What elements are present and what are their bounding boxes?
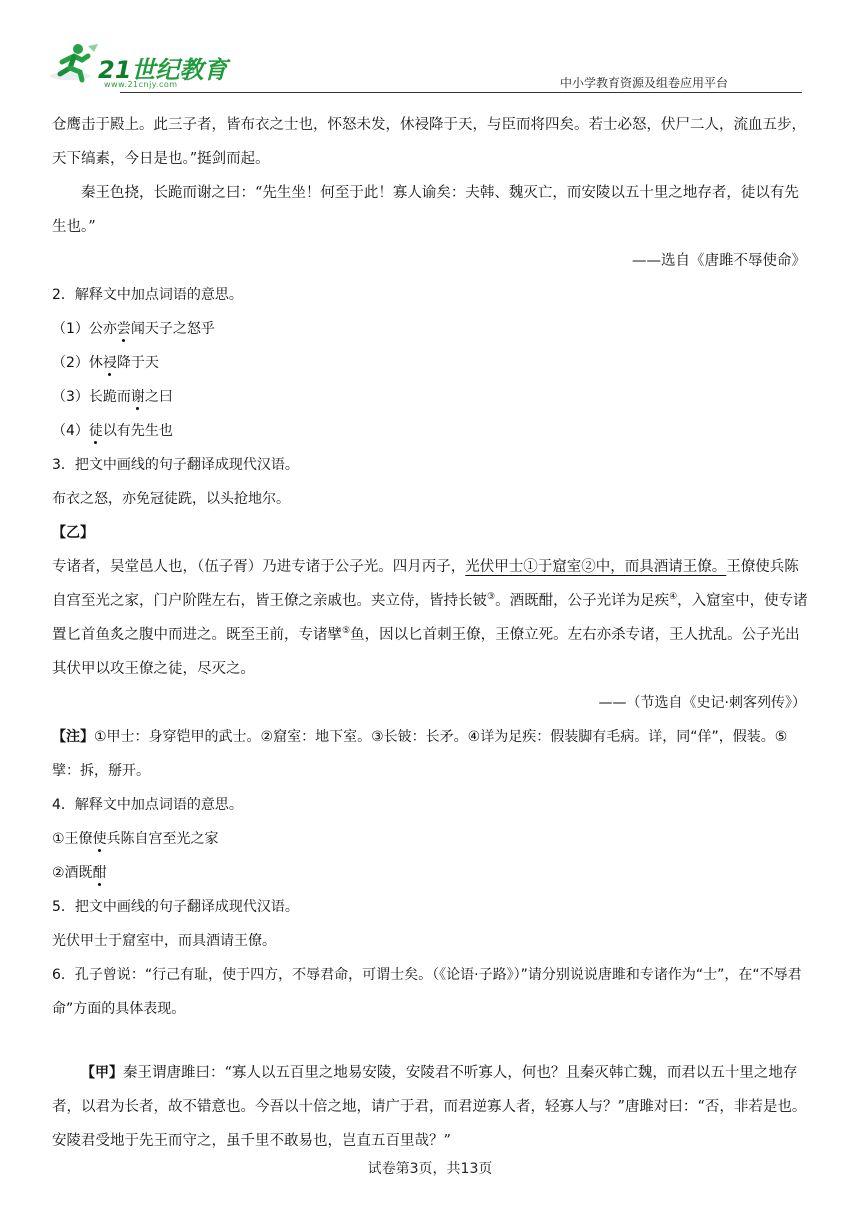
yi-notes: 【注】①甲士：身穿铠甲的武士。②窟室：地下室。③长铍：长矛。④详为足疾：假装脚有毛病。详，同“佯”，假装。⑤擘：拆，掰开。 (52, 729, 788, 779)
q2-item-2: （2）休祲降于天 (52, 355, 159, 371)
runner-logo-icon (48, 42, 100, 86)
yi-passage: 专诸者，吴堂邑人也，（伍子胥）乃进专诸于公子光。四月丙子，光伏甲士①于窟室②中，而具酒请王僚。王僚使兵陈自宫至光之家，门户阶陛左右，皆王僚之亲戚也。夹立侍，皆持长铍③。酒既酣，公子光详为足疾④，入窟室中，使专诸置匕首鱼炙之腹中而进之。既至王前，专诸擘⑤鱼，因以匕首刺王僚，王僚立死。左右亦杀专诸，王人扰乱。公子光出其伏甲以攻王僚之徒，尽灭之。 (52, 559, 808, 677)
q2-item-1: （1）公亦尝闻天子之怒乎 (52, 321, 215, 337)
dotted-word: 尝 (116, 321, 131, 337)
q3-stem: 3．把文中画线的句子翻译成现代汉语。 (52, 457, 299, 473)
q2-item-4: （4）徒以有先生也 (52, 423, 173, 439)
yi-label: 【乙】 (52, 525, 94, 541)
q5-stem: 5．把文中画线的句子翻译成现代汉语。 (52, 899, 299, 915)
jia-passage: 【甲】秦王谓唐雎曰：“寡人以五百里之地易安陵，安陵君不听寡人，何也？且秦灭韩亡魏，而君以五十里之地存者，以君为长者，故不错意也。今吾以十倍之地，请广于君，而君逆寡人者，轻寡人与？”唐雎对曰：“否，非若是也。安陵君受地于先王而守之，虽千里不敢易也，岂直五百里哉？” (52, 1065, 807, 1149)
q2-item-3: （3）长跪而谢之曰 (52, 389, 173, 405)
platform-name: 中小学教育资源及组卷应用平台 (559, 76, 728, 90)
dotted-word: 酣 (92, 865, 107, 881)
yi-source: ——（节选自《史记·刺客列传》） (598, 695, 806, 711)
q6-text: 6．孔子曾说：“行己有耻，使于四方，不辱君命，可谓士矣。（《论语·子路》）”请分别说说唐雎和专诸作为“士”，在“不辱君命”方面的具体表现。 (52, 967, 802, 1017)
underlined-sentence: 光伏甲士①于窟室②中，而具酒请王僚。 (465, 559, 727, 575)
header-divider (120, 92, 802, 93)
q2-stem: 2．解释文中加点词语的意思。 (52, 287, 243, 303)
page-footer: 试卷第3页，共13页 (367, 1161, 493, 1177)
spacer (52, 1026, 810, 1056)
q4-stem: 4．解释文中加点词语的意思。 (52, 797, 243, 813)
q4-item-2: ②酒既酣 (52, 865, 107, 881)
jia-passage-tail-line1: 仓鹰击于殿上。此三子者，皆布衣之士也，怀怒未发，休祲降于天，与臣而将四矣。若士必怒，伏尸二人，流血五步，天下缟素，今日是也。”挺剑而起。 (52, 117, 806, 167)
jia-passage-tail-line2: 秦王色挠，长跪而谢之曰：“先生坐！何至于此！寡人谕矣：夫韩、魏灭亡，而安陵以五十里之地存者，徒以有先生也。” (52, 185, 799, 235)
q3-sentence: 布衣之怒，亦免冠徒跣，以头抢地尔。 (52, 491, 290, 507)
dotted-word: 谢 (130, 389, 145, 405)
logo-title: 21世纪教育 (98, 56, 228, 84)
logo (48, 42, 238, 94)
page-header (0, 0, 860, 100)
dotted-word: 使 (92, 831, 107, 847)
exam-content (52, 108, 810, 1158)
jia-source: ——选自《唐雎不辱使命》 (632, 253, 806, 269)
q5-sentence: 光伏甲士于窟室中，而具酒请王僚。 (52, 933, 276, 949)
logo-url: www.21cnjy.com (104, 80, 178, 89)
q4-item-1: ①王僚使兵陈自宫至光之家 (52, 831, 219, 847)
dotted-word: 祲 (102, 355, 117, 371)
dotted-word: 徒 (88, 423, 103, 439)
